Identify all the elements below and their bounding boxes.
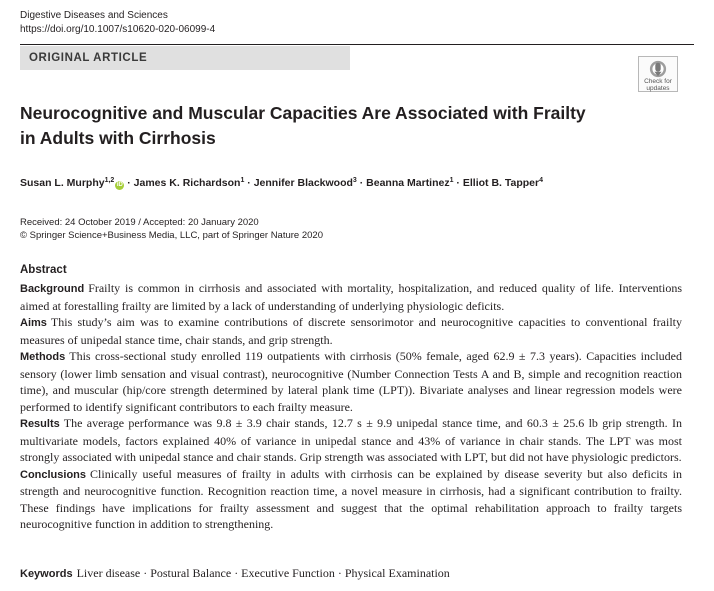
abstract-section-label: Background (20, 283, 85, 295)
keywords-text: Liver disease · Postural Balance · Executive Function · Physical Examination (76, 566, 450, 580)
abstract-section-text: Clinically useful measures of frailty in adults with cirrhosis can be explained by disease severity but also deficits in strength and neurocognitive function. Recognition reaction time, a novel measure in cirrhosis, had a significant contribution to frailty. These findings have implications for frailty assessment and suggest that the optimal rehabilitation approach to frailty targets neurocognitive function in addition to strengthening. (20, 466, 682, 531)
abstract-section-text: This cross-sectional study enrolled 119 outpatients with cirrhosis (50% female, aged 62.9 ± 7.3 years). Capacities included sensory (lower limb sensation and visual contrast), neurocognitive (Number Connection Tests A and B, simple and recognition reaction time), and muscular (hip/core strength determined by lateral plank time (LPT)). Bivariate analyses and linear regression models were performed to identify significant contributors to each frailty measure. (20, 349, 682, 414)
author-name[interactable]: Susan L. Murphy (20, 177, 105, 189)
author-affiliation: 1 (449, 177, 454, 184)
journal-name: Digestive Diseases and Sciences (20, 10, 168, 21)
received-accepted-dates: Received: 24 October 2019 / Accepted: 20 January 2020 (20, 217, 259, 228)
orcid-icon[interactable]: iD (116, 182, 123, 188)
author-list (20, 176, 700, 190)
abstract-section-label: Conclusions (20, 468, 87, 481)
copyright-notice: © Springer Science+Business Media, LLC, part of Springer Nature 2020 (20, 230, 323, 241)
title-line-2: in Adults with Cirrhosis (20, 128, 216, 148)
abstract-section-text: The average performance was 9.8 ± 3.9 chair stands, 12.7 s ± 9.9 unipedal stance time, and 60.3 ± 25.6 lb grip strength. In multivariate models, factors explained 40% of variance in unipedal stance and 43% of variance in chair stands. The LPT was most strongly associated with unipedal stance and chair stands. Grip strength was associated with LPT, but did not have physiologic predictors. (20, 416, 682, 464)
publication-dates (20, 216, 323, 242)
author-name[interactable]: Beanna Martinez (366, 177, 450, 189)
journal-header (20, 9, 215, 37)
check-for-updates-line2: updates (646, 85, 670, 92)
abstract-section-label: Methods (20, 351, 66, 363)
author-separator: · (124, 177, 134, 189)
abstract-section-text: Frailty is common in cirrhosis and associated with mortality, hospitalization, and reduced quality of life. Interventions aimed at forestalling frailty are limited by a lack of understanding of underlying physiologic deficits. (20, 281, 682, 313)
title-line-1: Neurocognitive and Muscular Capacities Are Associated with Frailty (20, 103, 586, 123)
check-for-updates-icon (649, 60, 667, 78)
author-affiliation: 1,2 (104, 177, 115, 184)
header-rule (20, 44, 694, 45)
check-for-updates-badge[interactable] (638, 56, 678, 92)
abstract-section-results (20, 415, 682, 466)
author-name[interactable]: Elliot B. Tapper (462, 177, 540, 189)
abstract-section-label: Aims (20, 317, 47, 329)
abstract-section-label: Results (20, 418, 60, 430)
doi-link[interactable]: https://doi.org/10.1007/s10620-020-06099-4 (20, 24, 216, 35)
author-name[interactable]: James K. Richardson (133, 177, 241, 189)
check-for-updates-line1: Check for (644, 78, 672, 85)
abstract-heading: Abstract (20, 264, 67, 276)
keywords-label: Keywords (20, 568, 73, 580)
abstract-section-background (20, 280, 682, 314)
article-type-banner: ORIGINAL ARTICLE (20, 46, 350, 70)
article-title (20, 101, 660, 151)
author-affiliation: 3 (352, 177, 357, 184)
author-separator: · (453, 177, 463, 189)
abstract-section-methods (20, 348, 682, 415)
abstract-section-conclusions (20, 466, 682, 533)
abstract-section-aims (20, 314, 682, 348)
abstract-body (20, 280, 682, 533)
abstract-section-text: This study’s aim was to examine contributions of discrete sensorimotor and neurocognitive capacities to conventional frailty measures of unipedal stance time, chair stands, and grip strength. (20, 315, 682, 347)
author-affiliation: 4 (539, 177, 543, 184)
author-affiliation: 1 (240, 177, 245, 184)
author-separator: · (356, 177, 367, 189)
keywords (20, 565, 450, 582)
author-name[interactable]: Jennifer Blackwood (253, 177, 353, 189)
author-separator: · (244, 177, 254, 189)
